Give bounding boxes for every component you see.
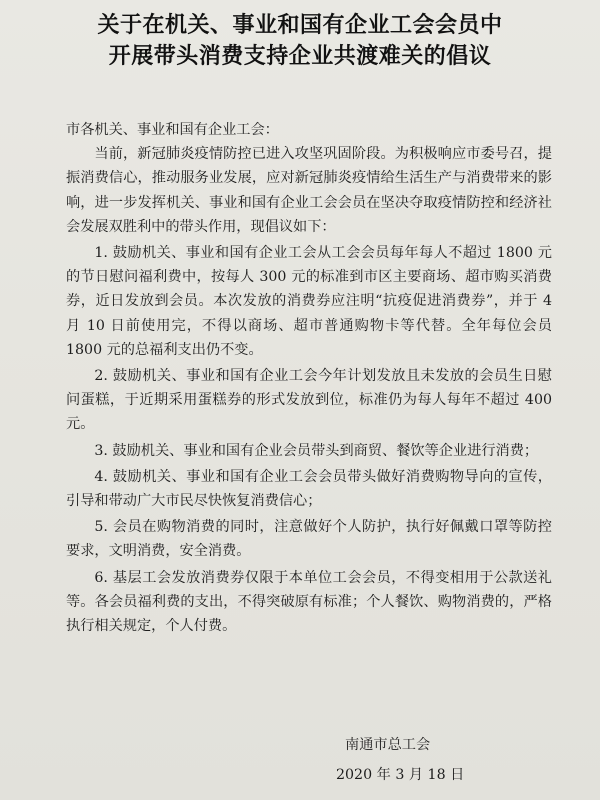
proposal-item-1: 1. 鼓励机关、事业和国有企业工会从工会会员每年每人不超过 1800 元的节日慰问福利费中，按每人 300 元的标准到市区主要商场、超市购买消费券，近日发放到会员。本次发放的消费券应注明“抗疫促进消费券”，并于 4 月 10 日前使用完，不得以商场、超市普通购物卡等代替。全年每位会员 1800 元的总福利支出仍不变。 bbox=[66, 245, 552, 358]
proposal-item-6: 6. 基层工会发放消费券仅限于本单位工会会员，不得变相用于公款送礼等。各会员福利费的支出，不得突破原有标准；个人餐饮、购物消费的，严格执行相关规定，个人付费。 bbox=[66, 569, 552, 635]
proposal-item-3: 3. 鼓励机关、事业和国有企业会员带头到商贸、餐饮等企业进行消费； bbox=[94, 442, 539, 459]
signature-date: 2020 年 3 月 18 日 bbox=[336, 767, 465, 783]
proposal-item-5: 5. 会员在购物消费的同时，注意做好个人防护，执行好佩戴口罩等防控要求，文明消费，安全消费。 bbox=[66, 519, 552, 560]
proposal-item-2: 2. 鼓励机关、事业和国有企业工会今年计划发放且未发放的会员生日慰问蛋糕，于近期采用蛋糕券的形式发放到位，标准仍为每人每年不超过 400 元。 bbox=[66, 368, 552, 433]
intro-paragraph: 当前，新冠肺炎疫情防控已进入攻坚巩固阶段。为积极响应市委号召，提振消费信心，推动服务业发展，应对新冠肺炎疫情给生活生产与消费带来的影响，进一步发挥机关、事业和国有企业工会会员在坚决夺取疫情防控和经济社会发展双胜利中的带头作用，现倡议如下： bbox=[66, 146, 552, 235]
title-line-1: 关于在机关、事业和国有企业工会会员中 bbox=[97, 13, 503, 38]
document-title bbox=[0, 10, 600, 72]
document-body bbox=[66, 118, 552, 638]
signature-org: 南通市总工会 bbox=[345, 737, 431, 753]
title-line-2: 开展带头消费支持企业共渡难关的倡议 bbox=[108, 44, 492, 69]
salutation: 市各机关、事业和国有企业工会： bbox=[66, 122, 279, 138]
proposal-item-4: 4. 鼓励机关、事业和国有企业工会会员带头做好消费购物导向的宣传，引导和带动广大市民尽快恢复消费信心； bbox=[66, 468, 552, 510]
